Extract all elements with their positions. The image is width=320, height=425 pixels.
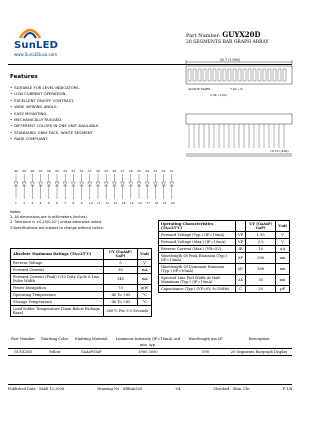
footer bbox=[8, 387, 292, 391]
note-line: 2. Tolerance is ±0.25(0.01") unless otherwise noted. bbox=[10, 220, 102, 225]
pin-number-bottom: 7 bbox=[64, 201, 67, 205]
table-cell: mW bbox=[138, 285, 152, 292]
table-header-cell: Description bbox=[248, 337, 270, 341]
pin-number-bottom: 4 bbox=[39, 201, 42, 205]
diode-symbol bbox=[112, 182, 116, 186]
table-cell: nm bbox=[276, 264, 290, 275]
subtitle: 20 SEGMENTS BAR GRAPH ARRAY bbox=[186, 40, 269, 45]
pin-number-top: 26 bbox=[128, 169, 133, 173]
table-header-cell: UY (GaAsP/ GaP) bbox=[103, 249, 137, 260]
table-cell: λP bbox=[235, 253, 245, 264]
pin-number-top: 27 bbox=[120, 169, 125, 173]
pin-number-bottom: 10 bbox=[88, 201, 93, 205]
checked-by: Checked : Shin. Chi bbox=[213, 387, 250, 391]
table-header-cell: Luminous Intensity (IF=10mA) ucd bbox=[115, 337, 181, 341]
table-cell: GaAsP/GaP bbox=[71, 349, 111, 356]
table-cell: °C bbox=[138, 299, 152, 306]
pin-number-top: 37 bbox=[38, 169, 43, 173]
pin-number-top: 24 bbox=[145, 169, 150, 173]
brand-website: www.SunLEDusa.com bbox=[14, 52, 58, 57]
part-number: GUYX20D bbox=[222, 30, 261, 39]
table-row bbox=[159, 246, 290, 253]
pin-number-top: 35 bbox=[55, 169, 59, 173]
pin-number-bottom: 13 bbox=[113, 201, 118, 205]
table-header-cell bbox=[235, 221, 245, 232]
sunled-logo-icon bbox=[18, 24, 42, 40]
table-cell: VF bbox=[235, 239, 245, 246]
brand-name: SunLED bbox=[14, 40, 59, 51]
footer-divider bbox=[8, 384, 292, 385]
table-header-cell: Wavelength nm λP bbox=[188, 337, 223, 341]
operating-characteristics-table bbox=[158, 220, 290, 293]
pin-number-bottom: 2 bbox=[23, 201, 26, 205]
diode-symbol bbox=[47, 182, 51, 186]
table-cell: mA bbox=[138, 267, 152, 274]
feature-item: • STANDARD: GRAY FACE, WHITE SEGMENT. bbox=[10, 130, 130, 136]
table-cell: Capacitance (Typ.) (VF=0V, f=1MHz) bbox=[159, 286, 236, 293]
table-header-cell: Operating Characteristics (TA=25°C) bbox=[159, 221, 236, 232]
table-row bbox=[11, 260, 152, 267]
diode-symbol bbox=[63, 182, 67, 186]
table-cell: mA bbox=[138, 274, 152, 285]
table-cell: 260°C For 3-5 Seconds bbox=[103, 306, 151, 317]
version: V4 bbox=[175, 387, 181, 391]
diode-symbol bbox=[22, 182, 26, 186]
diode-symbol bbox=[96, 182, 100, 186]
feature-item: • WIDE VIEWING ANGLE. bbox=[10, 104, 130, 110]
diode-symbol bbox=[55, 182, 59, 186]
table-cell: 588 bbox=[246, 264, 276, 275]
pin-number-bottom: 1 bbox=[15, 201, 17, 205]
table-row bbox=[159, 286, 290, 293]
dim-side: 10.16 (.400) bbox=[270, 149, 289, 153]
part-number-label: Part Number: bbox=[186, 33, 221, 39]
diode-symbol bbox=[121, 182, 125, 186]
published-date: Published Date : MAR 13,2008 bbox=[8, 387, 65, 391]
table-row bbox=[11, 292, 152, 299]
notes-title: Notes: bbox=[10, 210, 22, 214]
table-cell: min. typ. bbox=[139, 343, 157, 347]
table-cell: °C bbox=[138, 292, 152, 299]
table-cell: Spectral Line Full Width At Half-Maximum (Typ.) (IF=10mA) bbox=[159, 275, 236, 286]
table-cell: nm bbox=[276, 275, 290, 286]
pin-number-top: 30 bbox=[96, 169, 100, 173]
feature-item: • RoHS COMPLIANT. bbox=[10, 136, 130, 142]
table-cell: 10 bbox=[246, 246, 276, 253]
table-header-cell: Part Number bbox=[11, 337, 35, 341]
table-header-row bbox=[11, 249, 152, 260]
table-row bbox=[11, 285, 152, 292]
pin-number-bottom: 15 bbox=[129, 201, 134, 205]
table-cell: Reverse Voltage bbox=[11, 260, 104, 267]
diode-symbol bbox=[14, 182, 18, 186]
pin-number-top: 32 bbox=[79, 169, 84, 173]
table-row bbox=[159, 275, 290, 286]
diode-symbol bbox=[162, 182, 166, 186]
table-cell: 590 bbox=[246, 253, 276, 264]
table-row bbox=[11, 267, 152, 274]
diode-symbol bbox=[39, 182, 43, 186]
table-cell: λD bbox=[235, 264, 245, 275]
table-header-row bbox=[159, 221, 290, 232]
table-cell: Yellow bbox=[38, 349, 71, 356]
table-cell: Forward Voltage (Typ.) (IF=10mA) bbox=[159, 232, 236, 239]
table-row bbox=[159, 239, 290, 246]
table-cell: Reverse Current (Max.) (VR=5V) bbox=[159, 246, 236, 253]
diode-symbol bbox=[153, 182, 157, 186]
table-cell: 2.5 bbox=[246, 239, 276, 246]
table-row bbox=[8, 349, 292, 356]
pin-number-bottom: 11 bbox=[97, 201, 101, 205]
pin-number-bottom: 12 bbox=[105, 201, 110, 205]
table-cell: nm bbox=[276, 253, 290, 264]
features-title: Features bbox=[10, 74, 38, 80]
table-cell: Wavelength Of Peak Emission (Typ.) (IF=10mA) bbox=[159, 253, 236, 264]
table-cell: 1900 3000 bbox=[111, 349, 185, 356]
table-cell: Forward Current (Peak) 1/10 Duty Cycle 0.1ms Pulse Width bbox=[11, 274, 104, 285]
feature-item: • EXCELLENT ON/OFF CONTRAST. bbox=[10, 98, 130, 104]
table-row bbox=[159, 264, 290, 275]
pin-number-top: 40 bbox=[14, 169, 18, 173]
diode-symbol bbox=[104, 182, 108, 186]
pin-number-top: 39 bbox=[22, 169, 27, 173]
table-header-cell: Emitting Material bbox=[74, 337, 108, 341]
note-line: 3.Specifications are subject to change without notice. bbox=[10, 225, 105, 230]
dim-height: 7.62 (.3) bbox=[230, 87, 243, 91]
pin-number-top: 29 bbox=[104, 169, 109, 173]
anode-mark-label: ANODE MARK bbox=[188, 87, 211, 91]
feature-item: • SUITABLE FOR LEVEL INDICATORS. bbox=[10, 85, 130, 91]
pin-number-top: 25 bbox=[137, 169, 141, 173]
table-header-cell: Absolute Maximum Ratings (TA=25°C) bbox=[11, 249, 104, 260]
diode-symbol bbox=[30, 182, 34, 186]
table-row bbox=[11, 306, 152, 317]
diode-symbol bbox=[170, 182, 174, 186]
feature-item: • LOW CURRENT OPERATION. bbox=[10, 91, 130, 97]
diode-symbol bbox=[71, 182, 75, 186]
table-cell: 590 bbox=[185, 349, 226, 356]
feature-item: • EASY MOUNTING. bbox=[10, 111, 130, 117]
table-row bbox=[11, 299, 152, 306]
table-cell: V bbox=[276, 232, 290, 239]
table-cell: 1.95 bbox=[246, 232, 276, 239]
selection-guide-table bbox=[8, 336, 292, 356]
table-cell: -40 To +85 bbox=[103, 299, 137, 306]
pin-number-bottom: 5 bbox=[47, 201, 50, 205]
table-cell: V bbox=[276, 239, 290, 246]
diode-symbol bbox=[137, 182, 141, 186]
absolute-max-ratings-table bbox=[10, 248, 152, 317]
pin-number-bottom: 3 bbox=[31, 201, 34, 205]
diode-symbol bbox=[80, 182, 84, 186]
table-cell: 140 bbox=[103, 274, 137, 285]
features-list bbox=[10, 85, 130, 143]
table-cell: Operating Temperature bbox=[11, 292, 104, 299]
table-cell: 5 bbox=[103, 260, 137, 267]
diode-symbol bbox=[145, 182, 149, 186]
pin-number-top: 31 bbox=[87, 169, 92, 173]
pin-number-bottom: 17 bbox=[146, 201, 151, 205]
table-row bbox=[159, 232, 290, 239]
table-cell: 75 bbox=[103, 285, 137, 292]
table-row bbox=[11, 274, 152, 285]
dim-pitch: 2.54 (.100) bbox=[210, 93, 227, 97]
dim-top: 50.7 (1.996) bbox=[220, 58, 240, 62]
pin-number-bottom: 8 bbox=[72, 201, 75, 205]
pin-number-bottom: 19 bbox=[162, 201, 167, 205]
notes bbox=[10, 210, 150, 231]
table-cell: GUYX20D bbox=[8, 349, 38, 356]
table-cell: -40 To +85 bbox=[103, 292, 137, 299]
table-cell: Forward Current bbox=[11, 267, 104, 274]
table-cell: Lead Solder Temperature [2mm Below Package Base] bbox=[11, 306, 104, 317]
table-cell: 30 bbox=[103, 267, 137, 274]
table-cell: Storage Temperature bbox=[11, 299, 104, 306]
table-header-cell: Emitting Color bbox=[41, 337, 69, 341]
table-cell: IR bbox=[235, 246, 245, 253]
table-cell: Δλ bbox=[235, 275, 245, 286]
note-line: 1. All dimensions are in millimeters (inches). bbox=[10, 215, 88, 220]
table-cell: 35 bbox=[246, 275, 276, 286]
table-row bbox=[159, 253, 290, 264]
pin-number-bottom: 16 bbox=[138, 201, 142, 205]
pin-number-top: 34 bbox=[63, 169, 68, 173]
pin-number-top: 33 bbox=[71, 169, 76, 173]
diode-symbol bbox=[88, 182, 92, 186]
table-cell: pF bbox=[276, 286, 290, 293]
pin-number-bottom: 14 bbox=[121, 201, 126, 205]
page-number: P 1/4 bbox=[282, 387, 292, 391]
pin-number-bottom: 20 bbox=[170, 201, 175, 205]
table-cell: Wavelength Of Dominant Emission (Typ.) (IF=10mA) bbox=[159, 264, 236, 275]
pin-number-top: 22 bbox=[161, 169, 166, 173]
pin-number-top: 23 bbox=[153, 169, 158, 173]
feature-item: • MECHANICALLY RUGGED. bbox=[10, 117, 130, 123]
table-cell: 20 bbox=[246, 286, 276, 293]
pin-number-top: 36 bbox=[46, 169, 51, 173]
table-header-cell: UY (GaAsP/ GaP) bbox=[246, 221, 276, 232]
table-cell: VF bbox=[235, 232, 245, 239]
pin-connection-diagram bbox=[10, 168, 180, 206]
pin-number-top: 38 bbox=[30, 169, 35, 173]
diode-symbol bbox=[129, 182, 133, 186]
table-cell: V bbox=[138, 260, 152, 267]
drawing-number: Drawing No : SBRA6520 bbox=[97, 387, 143, 391]
table-cell: uA bbox=[276, 246, 290, 253]
pin-number-bottom: 18 bbox=[154, 201, 159, 205]
table-cell: Forward Voltage (Max.) (IF=10mA) bbox=[159, 239, 236, 246]
table-cell: Power Dissipation bbox=[11, 285, 104, 292]
pin-number-top: 28 bbox=[112, 169, 117, 173]
table-header-cell: Unit bbox=[276, 221, 290, 232]
feature-item: • DIFFERENT COLORS IN ONE UNIT AVAILABLE. bbox=[10, 123, 130, 129]
pin-number-top: 21 bbox=[169, 169, 174, 173]
package-drawing bbox=[180, 56, 298, 166]
table-header-cell: Unit bbox=[138, 249, 152, 260]
pin-number-bottom: 9 bbox=[80, 201, 83, 205]
pin-number-bottom: 6 bbox=[56, 201, 58, 205]
table-cell: 20 Segments Bargraph Display bbox=[226, 349, 292, 356]
part-number-line bbox=[186, 30, 261, 39]
table-cell: C bbox=[235, 286, 245, 293]
